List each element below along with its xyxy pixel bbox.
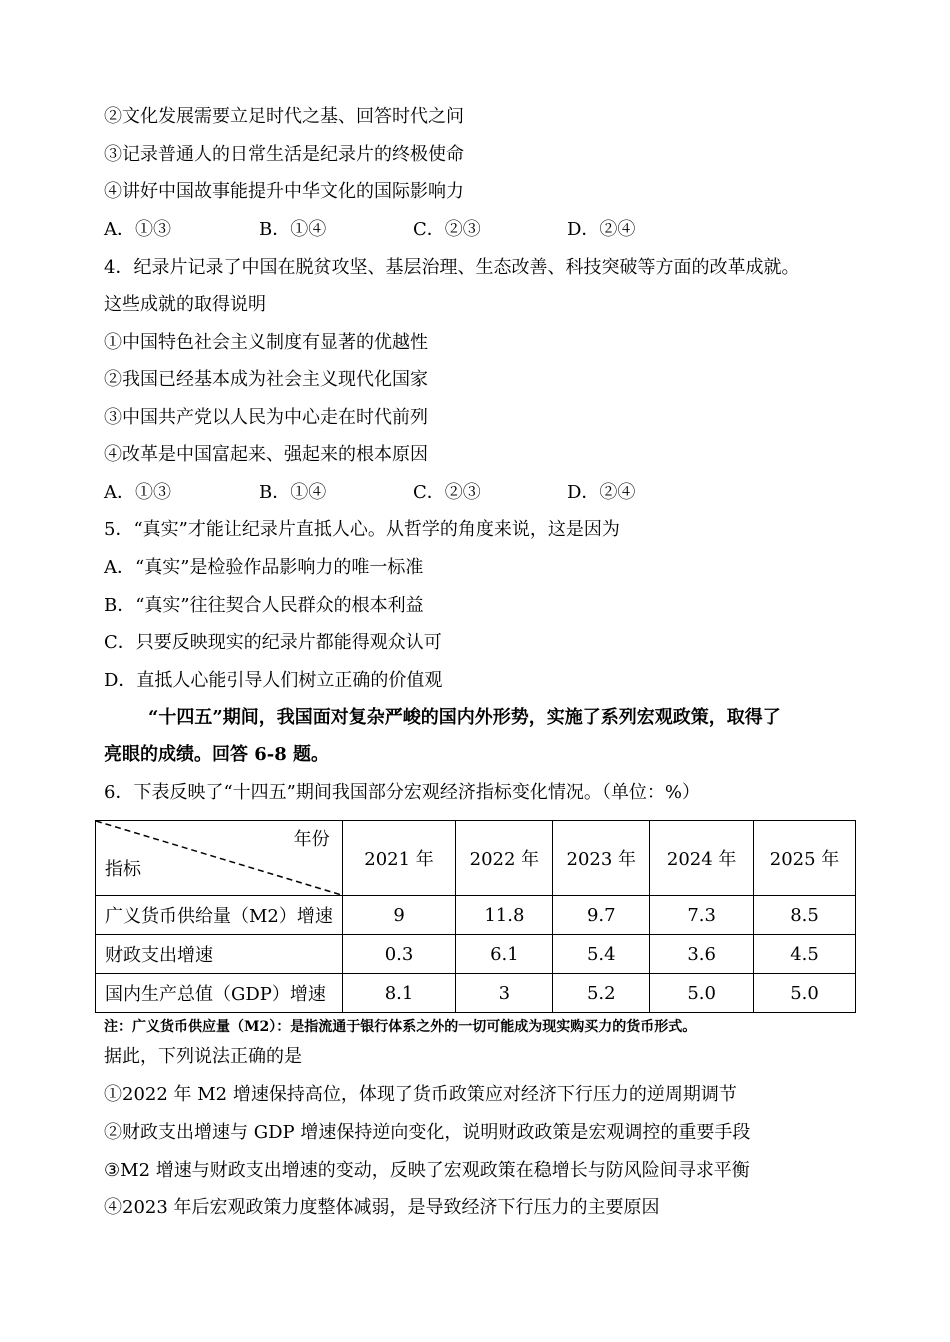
indicator-table — [95, 820, 856, 1013]
q4-options — [104, 481, 804, 505]
q4-option-d[interactable]: D．②④ — [567, 482, 636, 503]
q3-item-4: ④讲好中国故事能提升中华文化的国际影响力 — [104, 181, 464, 202]
q6-item-1: ①2022 年 M2 增速保持高位，体现了货币政策应对经济下行压力的逆周期调节 — [104, 1084, 737, 1105]
q4-option-a[interactable]: A．①③ — [104, 482, 171, 503]
q3-option-b[interactable]: B．①④ — [259, 219, 327, 240]
year-header: 2022 年 — [456, 821, 553, 896]
table-cell: 8.1 — [342, 974, 456, 1013]
table-cell: 11.8 — [456, 896, 553, 935]
q5-option-c[interactable]: C．只要反映现实的纪录片都能得观众认可 — [104, 632, 442, 653]
q6-lead: 据此，下列说法正确的是 — [104, 1046, 302, 1067]
q3-options — [104, 218, 804, 242]
table-cell: 5.4 — [553, 935, 650, 974]
table-cell: 7.3 — [650, 896, 754, 935]
q4-option-b[interactable]: B．①④ — [259, 482, 327, 503]
year-header: 2024 年 — [650, 821, 754, 896]
indicator-name: 广义货币供给量（M2）增速 — [96, 896, 343, 935]
q4-option-c[interactable]: C．②③ — [413, 482, 481, 503]
year-header: 2021 年 — [342, 821, 456, 896]
q3-option-c[interactable]: C．②③ — [413, 219, 481, 240]
q6-item-2: ②财政支出增速与 GDP 增速保持逆向变化，说明财政政策是宏观调控的重要手段 — [104, 1122, 751, 1143]
table-cell: 3.6 — [650, 935, 754, 974]
table-diagonal-header-cell — [96, 821, 343, 896]
q4-item-3: ③中国共产党以人民为中心走在时代前列 — [104, 407, 428, 428]
q6-item-3: ③M2 增速与财政支出增速的变动，反映了宏观政策在稳增长与防风险间寻求平衡 — [104, 1160, 750, 1181]
table-cell: 0.3 — [342, 935, 456, 974]
header-year-label: 年份 — [293, 829, 330, 850]
indicator-name: 国内生产总值（GDP）增速 — [96, 974, 343, 1013]
q5-option-b[interactable]: B．“真实”往往契合人民群众的根本利益 — [104, 595, 424, 616]
q4-item-2: ②我国已经基本成为社会主义现代化国家 — [104, 369, 428, 390]
table-note: 注：广义货币供应量（M2）：是指流通于银行体系之外的一切可能成为现实购买力的货币形式。 — [104, 1019, 697, 1035]
q5-stem: 5．“真实”才能让纪录片直抵人心。从哲学的角度来说，这是因为 — [104, 519, 620, 540]
q3-item-2: ②文化发展需要立足时代之基、回答时代之问 — [104, 106, 464, 127]
table-row — [96, 935, 856, 974]
passage-line-2: 亮眼的成绩。回答 6-8 题。 — [104, 744, 330, 765]
table-header-row — [96, 821, 856, 896]
passage-line-1: “十四五”期间，我国面对复杂严峻的国内外形势，实施了系列宏观政策，取得了 — [148, 707, 781, 728]
q3-option-a[interactable]: A．①③ — [104, 219, 171, 240]
table-cell: 5.0 — [650, 974, 754, 1013]
q6-stem: 6．下表反映了“十四五”期间我国部分宏观经济指标变化情况。（单位：%） — [104, 782, 700, 803]
table-cell: 9.7 — [553, 896, 650, 935]
header-indicator-label: 指标 — [105, 859, 141, 880]
q5-option-d[interactable]: D．直抵人心能引导人们树立正确的价值观 — [104, 670, 443, 691]
indicator-name: 财政支出增速 — [96, 935, 343, 974]
table-cell: 5.2 — [553, 974, 650, 1013]
table-cell: 4.5 — [754, 935, 856, 974]
table-row — [96, 896, 856, 935]
q5-option-a[interactable]: A．“真实”是检验作品影响力的唯一标准 — [104, 557, 424, 578]
q4-item-1: ①中国特色社会主义制度有显著的优越性 — [104, 332, 428, 353]
q3-option-d[interactable]: D．②④ — [567, 219, 636, 240]
q3-item-3: ③记录普通人的日常生活是纪录片的终极使命 — [104, 144, 464, 165]
q4-stem-line-2: 这些成就的取得说明 — [104, 294, 266, 315]
table-cell: 6.1 — [456, 935, 553, 974]
year-header: 2025 年 — [754, 821, 856, 896]
table-cell: 9 — [342, 896, 456, 935]
table-row — [96, 974, 856, 1013]
q6-item-4: ④2023 年后宏观政策力度整体减弱，是导致经济下行压力的主要原因 — [104, 1197, 660, 1218]
year-header: 2023 年 — [553, 821, 650, 896]
q4-stem-line-1: 4．纪录片记录了中国在脱贫攻坚、基层治理、生态改善、科技突破等方面的改革成就。 — [104, 257, 800, 278]
table-cell: 3 — [456, 974, 553, 1013]
table-cell: 5.0 — [754, 974, 856, 1013]
table-cell: 8.5 — [754, 896, 856, 935]
q4-item-4: ④改革是中国富起来、强起来的根本原因 — [104, 444, 428, 465]
